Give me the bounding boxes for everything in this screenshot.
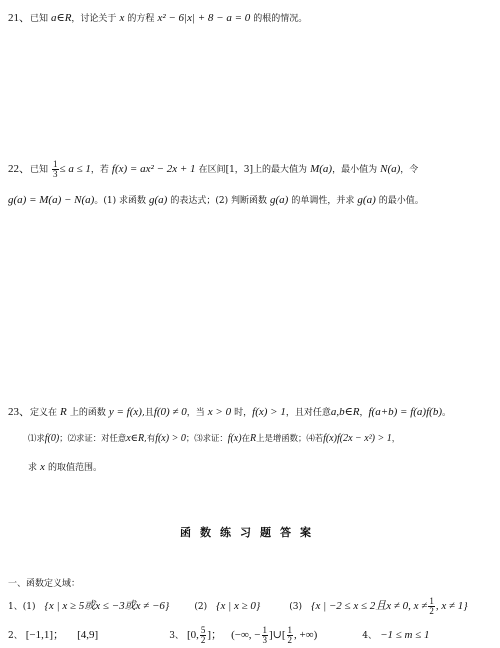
- q22-max: M(a): [310, 163, 333, 175]
- q23-number: 23、: [8, 406, 30, 418]
- q23-text: 时，: [234, 408, 253, 418]
- q22-text: 已知: [30, 165, 49, 175]
- answer-3-part-2: (−∞, −: [231, 629, 261, 641]
- q21-equation: x² − 6|x| + 8 − a = 0: [157, 12, 251, 24]
- answer-3-fraction: [200, 626, 207, 645]
- q23-text: ；⑵求证：对任意: [59, 433, 127, 443]
- answer-1-part-1: {x | x ≥ 5或x ≤ −3或x ≠ −6}: [44, 600, 170, 612]
- q23-text: 。: [441, 408, 451, 418]
- q21-text: 的方程: [127, 14, 155, 24]
- q22-text: 。(1) 求函数: [94, 196, 146, 206]
- q23-expr: y = f(x): [108, 406, 142, 418]
- q22-g: g(a): [148, 194, 168, 206]
- question-22-line2: [8, 193, 494, 206]
- q23-text: 在: [241, 433, 250, 443]
- answer-1-fraction: [428, 597, 435, 616]
- fraction-numerator: 1: [262, 625, 267, 635]
- q21-text: ，讨论关于: [71, 14, 117, 24]
- section-heading: 一、函数定义域：: [8, 579, 81, 589]
- fraction-denominator: 2: [200, 635, 206, 645]
- answer-3-part-1: [0,: [186, 629, 199, 641]
- answer-4: −1 ≤ m ≤ 1: [380, 629, 430, 641]
- fraction-denominator: 2: [287, 635, 293, 645]
- fraction-numerator: 1: [429, 596, 434, 606]
- answer-1-label-3: (3): [289, 602, 303, 612]
- answer-1-part-3-end: , x ≠ 1}: [435, 600, 468, 612]
- q23-text: 定义在: [30, 408, 58, 418]
- q22-fraction: [52, 160, 59, 179]
- q22-condition: ≤ a ≤ 1: [59, 163, 91, 175]
- answer-2-part-1: [−1,1]；: [25, 629, 65, 641]
- q22-text: ，若: [90, 165, 109, 175]
- fraction-denominator: 3: [53, 169, 58, 179]
- question-23-line3: [28, 460, 494, 473]
- answer-3-number: 3、: [169, 631, 184, 641]
- q22-g-definition: g(a) = M(a) − N(a): [8, 194, 95, 206]
- q22-text: 的表达式；(2) 判断函数: [170, 196, 267, 206]
- answer-1-part-2: {x | x ≥ 0}: [216, 600, 261, 612]
- answer-1-part-3: {x | −2 ≤ x ≤ 2且x ≠ 0, x ≠: [311, 600, 428, 612]
- q23-expr: f(a+b) = f(a)f(b): [368, 406, 442, 418]
- answer-3-part-2-mid: ]∪[: [269, 629, 286, 641]
- q23-expr: f(x)f(2x − x²) > 1: [323, 433, 392, 444]
- q23-text: ，: [391, 433, 401, 443]
- q22-text: 的最小值。: [378, 196, 424, 206]
- q23-text: 的取值范围。: [47, 463, 102, 473]
- answer-3-fraction-a: [262, 626, 269, 645]
- q21-variable: x: [119, 12, 125, 24]
- q22-g: g(a): [357, 194, 376, 206]
- q22-text: 的单调性，并求: [291, 196, 355, 206]
- answer-1-label-2: (2): [194, 602, 208, 612]
- q23-text: ，且对任意: [285, 408, 331, 418]
- answer-1: [8, 597, 468, 616]
- answer-2-number: 2、: [8, 631, 23, 641]
- q23-set: R: [249, 433, 257, 444]
- q22-text: ，最小值为: [332, 165, 378, 175]
- q23-text: 上的函数: [69, 408, 106, 418]
- q23-text: 求: [28, 463, 38, 473]
- answer-title: 函数练习题答案: [180, 526, 320, 539]
- q23-text: ，当: [186, 408, 205, 418]
- answer-3-fraction-b: [287, 626, 294, 645]
- q22-g: g(a): [270, 194, 289, 206]
- question-23: [8, 403, 494, 419]
- q21-number: 21、: [8, 12, 30, 24]
- q22-text: 在区间[1，3]上的最大值为: [198, 165, 308, 175]
- q23-expr: f(x): [227, 433, 242, 444]
- q21-text: 的根的情况。: [253, 14, 308, 24]
- q23-variable: x: [40, 461, 45, 473]
- q21-condition: a∈R: [51, 12, 72, 24]
- q23-expr: f(0) ≠ 0: [153, 406, 187, 418]
- q23-expr: a,b∈R: [330, 406, 360, 418]
- q23-expr: f(x) > 1: [252, 406, 286, 418]
- q23-text: ,且: [141, 408, 154, 418]
- q23-expr: f(x) > 0: [155, 433, 186, 444]
- answer-2-4: [8, 626, 430, 645]
- q22-function: f(x) = ax² − 2x + 1: [111, 163, 196, 175]
- q21-text: 已知: [30, 14, 49, 24]
- answer-2-part-2: [4,9]: [77, 629, 99, 641]
- fraction-numerator: 1: [53, 159, 58, 169]
- question-21: [8, 9, 494, 25]
- q23-text: ,有: [144, 433, 156, 443]
- q22-number: 22、: [8, 163, 30, 175]
- q23-text: ；⑶求证：: [185, 433, 228, 443]
- question-23-line2: [28, 432, 494, 444]
- fraction-numerator: 5: [200, 625, 206, 635]
- fraction-denominator: 2: [429, 606, 434, 616]
- q23-set: R: [60, 406, 67, 418]
- answer-3-part-1-end: ]；: [207, 629, 223, 641]
- question-22: [8, 160, 494, 179]
- q22-text: ，令: [400, 165, 419, 175]
- q22-min: N(a): [380, 163, 401, 175]
- q23-text: 上是增函数；⑷若: [256, 433, 324, 443]
- answer-3-part-2-end: , +∞): [294, 629, 318, 641]
- answer-1-number: 1、(1): [8, 602, 36, 612]
- q23-text: ，: [359, 408, 369, 418]
- fraction-numerator: 1: [287, 625, 293, 635]
- answer-4-number: 4、: [362, 631, 378, 641]
- q23-expr: x∈R: [126, 433, 145, 444]
- q23-text: ⑴求: [28, 433, 45, 443]
- q23-expr: x > 0: [207, 406, 232, 418]
- fraction-denominator: 3: [262, 635, 267, 645]
- q23-expr: f(0): [44, 433, 60, 444]
